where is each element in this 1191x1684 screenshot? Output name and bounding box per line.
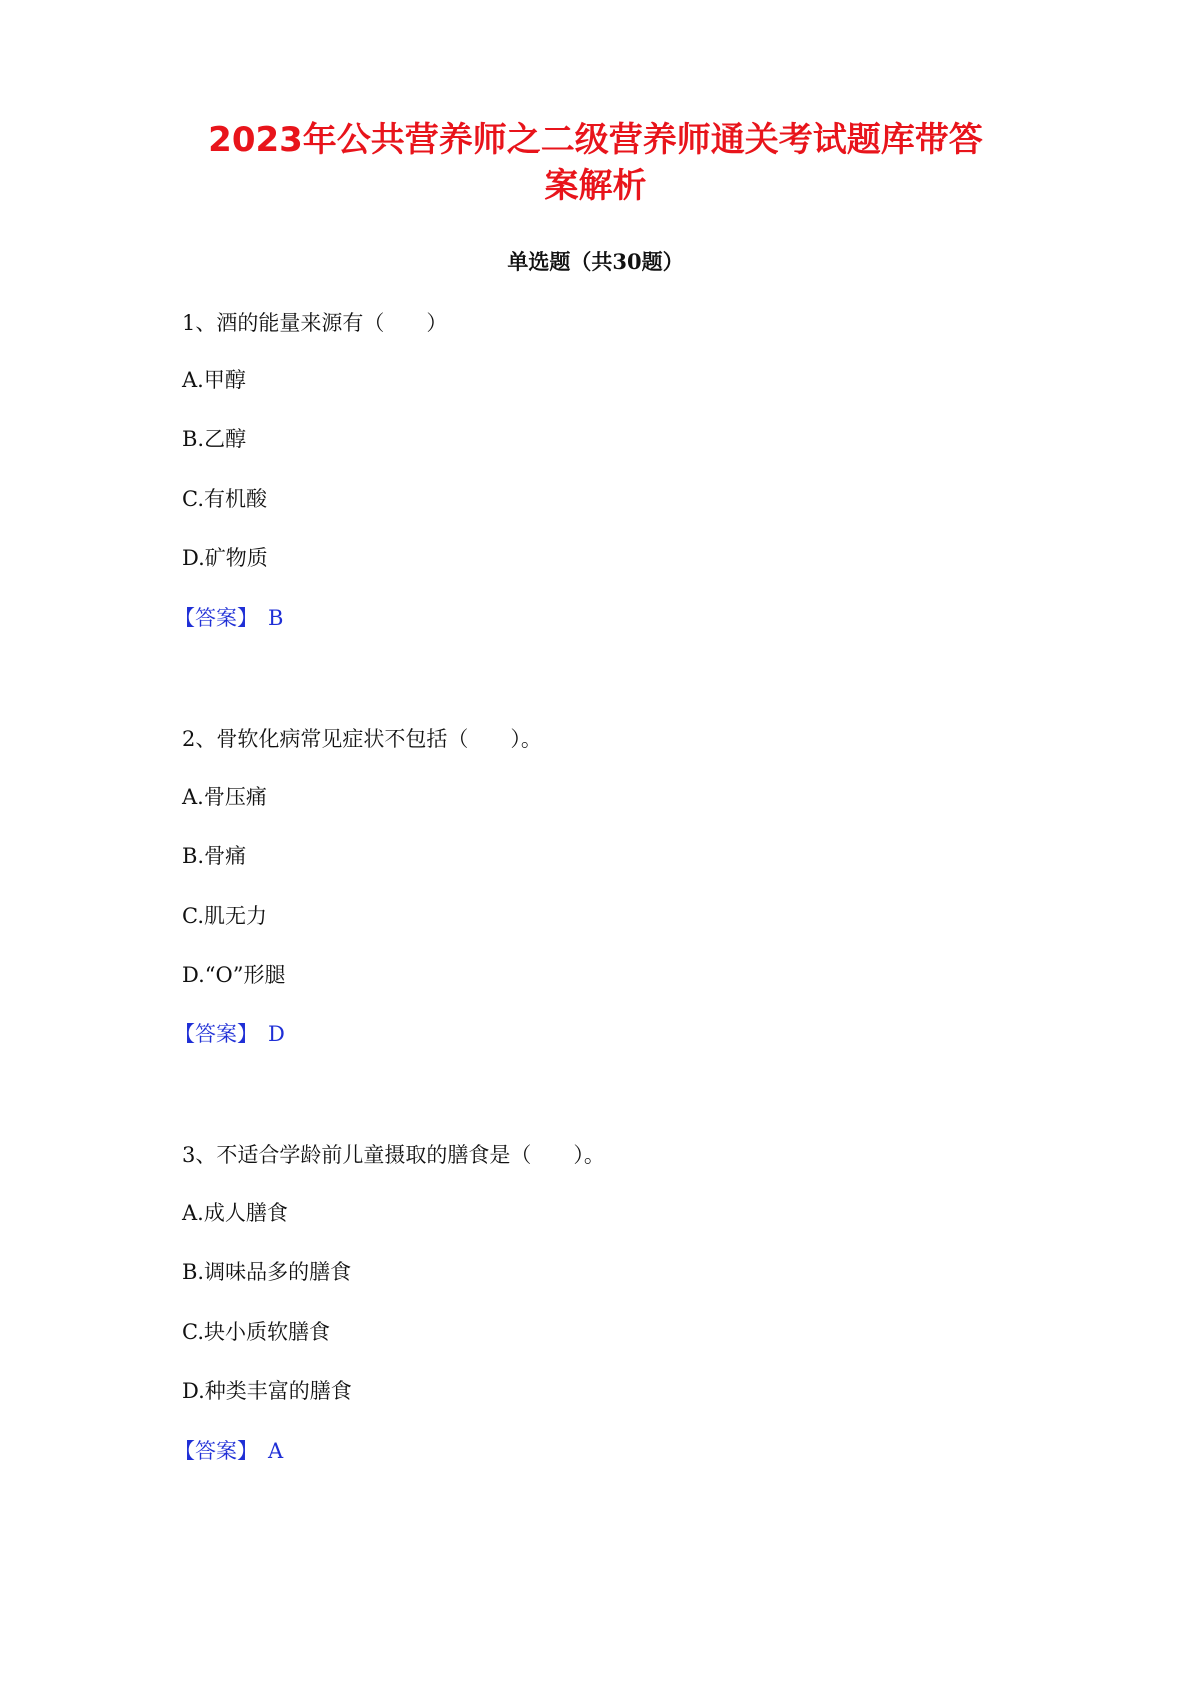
question-3-option-d: D.种类丰富的膳食 [182,1379,352,1403]
question-2-answer [174,1019,285,1049]
question-2-option-d: D.“O”形腿 [182,963,286,987]
question-1-option-a: A.甲醇 [182,368,246,392]
question-3-option-a: A.成人膳食 [182,1201,288,1225]
question-1-option-d: D.矿物质 [182,546,268,570]
question-3-option-b: B.调味品多的膳食 [182,1260,352,1284]
question-3-answer [174,1436,284,1466]
question-2-option-b: B.骨痛 [182,844,247,868]
question-2-option-a: A.骨压痛 [182,785,267,809]
answer-label: 【答案】 [174,1022,258,1046]
question-2-stem: 2、骨软化病常见症状不包括（ ）。 [182,727,542,751]
question-3-option-c: C.块小质软膳食 [182,1320,330,1344]
answer-value: A [268,1439,284,1463]
answer-label: 【答案】 [174,1439,258,1463]
section-heading: 单选题（共30题） [507,249,684,274]
answer-label: 【答案】 [174,606,258,630]
question-1-option-c: C.有机酸 [182,487,267,511]
question-1-answer [174,603,284,633]
answer-value: B [268,606,284,630]
document-title-line-1: 2023年公共营养师之二级营养师通关考试题库带答 [208,120,983,160]
question-3-stem: 3、不适合学龄前儿童摄取的膳食是（ ）。 [182,1143,605,1167]
question-2-option-c: C.肌无力 [182,904,267,928]
answer-value: D [268,1022,285,1046]
question-1-stem: 1、酒的能量来源有（ ） [182,311,448,335]
document-title-line-2: 案解析 [544,166,647,206]
question-1-option-b: B.乙醇 [182,427,247,451]
